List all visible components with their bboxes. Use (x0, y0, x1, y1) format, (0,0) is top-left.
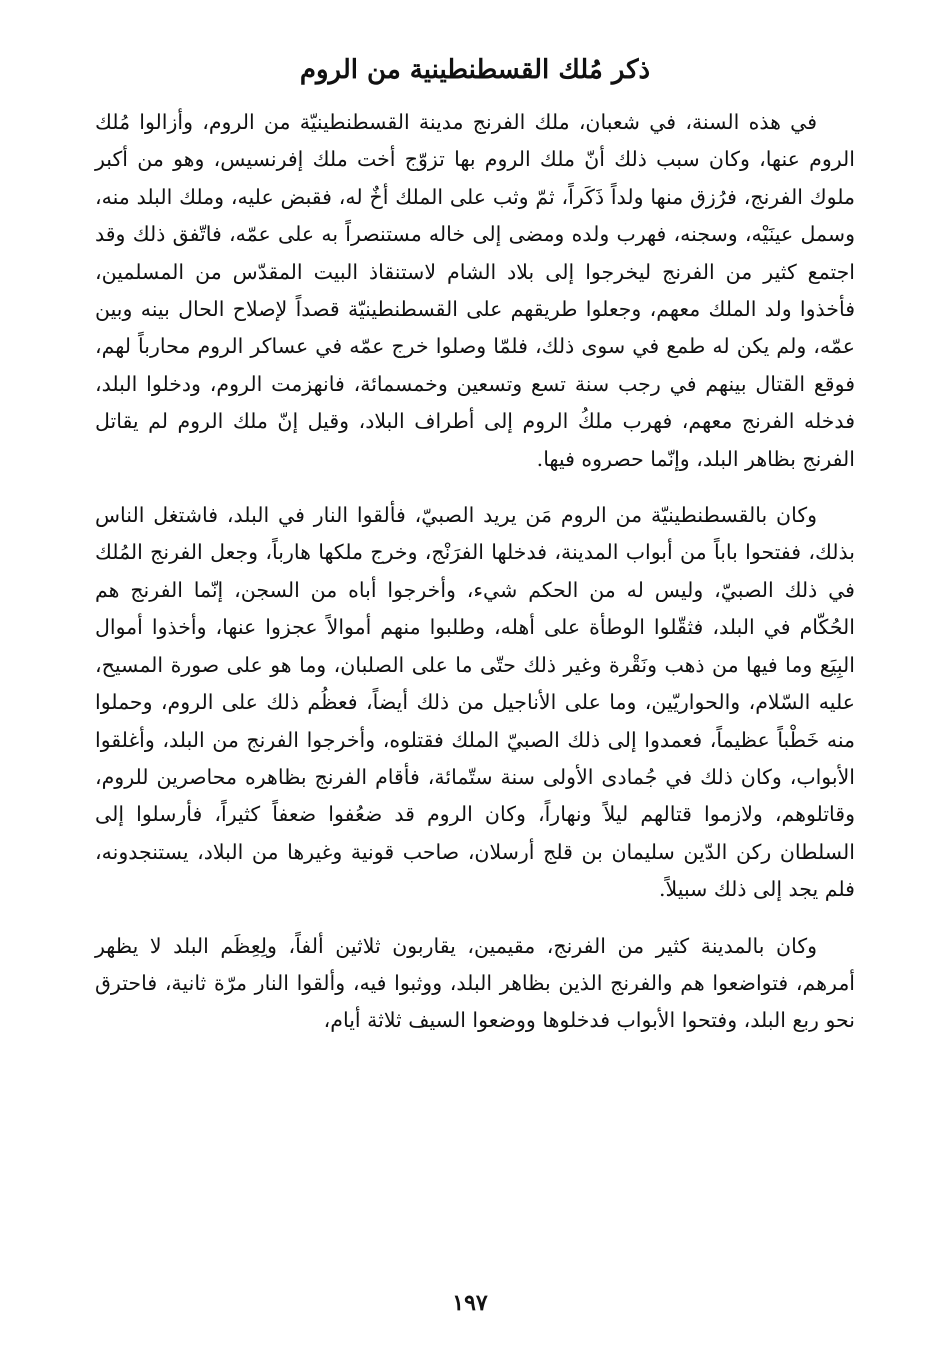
paragraph-3: وكان بالمدينة كثير من الفرنج، مقيمين، يقاربون ثلاثين ألفاً، ولِعِظَم البلد لا يظهر أمرهم، فتواضعوا هم والفرنج الذين بظاهر البلد، ووثبوا فيه، وألقوا النار مرّة ثانية، فاحترق نحو ربع البلد، وفتحوا الأبواب فدخلوها ووضعوا السيف ثلاثة أيام، (95, 933, 855, 1033)
page-title: ذكر مُلك القسطنطينية من الروم (299, 55, 651, 85)
page-number: ١٩٧ (452, 1290, 488, 1316)
paragraph-1: في هذه السنة، في شعبان، ملك الفرنج مدينة القسطنطينيّة من الروم، وأزالوا مُلك الروم عنها، وكان سبب ذلك أنّ ملك الروم بها تزوّج أخت ملك إفرنسيس، وهو من أكبر ملوك الفرنج، فرُزق منها ولداً ذَكَراً، ثمّ وثب على الملك أخٌ له، فقبض عليه، وملك البلد منه، وسمل عينَيْه، وسجنه، فهرب ولده ومضى إلى خاله مستنصراً به على عمّه، فاتّفق ذلك وقد اجتمع كثير من الفرنج ليخرجوا إلى بلاد الشام لاستنقاذ البيت المقدّس من المسلمين، فأخذوا ولد الملك معهم، وجعلوا طريقهم على القسطنطينيّة قصداً لإصلاح الحال بينه وبين عمّه، ولم يكن له طمع في سوى ذلك، فلمّا وصلوا خرج عمّه في عساكر الروم محارباً لهم، فوقع القتال بينهم في رجب سنة تسع وتسعين وخمسمائة، فانهزمت الروم، ودخلوا البلد، فدخله الفرنج معهم، فهرب ملكُ الروم إلى أطراف البلاد، وقيل إنّ ملك الروم لم يقاتل الفرنج بظاهر البلد، وإنّما حصروه فيها. (95, 110, 855, 471)
page-body (95, 50, 855, 1059)
paragraph-2: وكان بالقسطنطينيّة من الروم مَن يريد الصبيّ، فألقوا النار في البلد، فاشتغل الناس بذلك، ففتحوا باباً من أبواب المدينة، فدخلها الفرَنْج، وخرج ملكها هارباً، وجعل الفرنج المُلك في ذلك الصبيّ، وليس له من الحكم شيء، وأخرجوا أباه من السجن، إنّما الفرنج هم الحُكّام في البلد، فثقّلوا الوطأة على أهله، وطلبوا منهم أموالاً عجزوا عنها، وأخذوا أموال البِيَع وما فيها من ذهب ونَقْرة وغير ذلك حتّى ما على الصلبان، وما هو على صورة المسيح، عليه السّلام، والحواريّين، وما على الأناجيل من ذلك أيضاً، فعظُم ذلك على الروم، وحملوا منه خَطْباً عظيماً، فعمدوا إلى ذلك الصبيّ الملك فقتلوه، وأخرجوا الفرنج من البلد، وأغلقوا الأبواب، وكان ذلك في جُمادى الأولى سنة ستّمائة، فأقام الفرنج بظاهره محاصرين للروم، وقاتلوهم، ولازموا قتالهم ليلاً ونهاراً، وكان الروم قد ضعُفوا ضعفاً كثيراً، فأرسلوا إلى السلطان ركن الدّين سليمان بن قلج أرسلان، صاحب قونية وغيرها من البلاد، يستنجدونه، فلم يجد إلى ذلك سبيلاً. (95, 503, 855, 902)
